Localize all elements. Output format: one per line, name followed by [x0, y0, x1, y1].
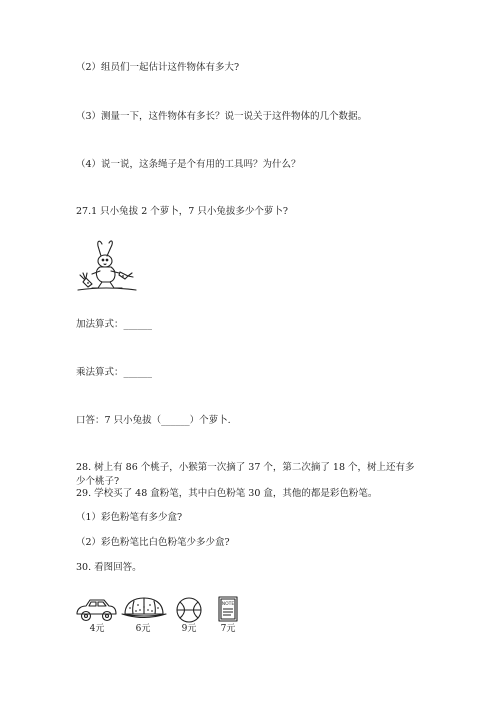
- question-29: 29. 学校买了 48 盒粉笔，其中白色粉笔 30 盒，其他的都是彩色粉笔。: [76, 488, 378, 499]
- cap-icon: [120, 596, 168, 622]
- item-price: 6元: [135, 624, 151, 634]
- question-26-part-2: （2）组员们一起估计这件物体有多大?: [76, 62, 240, 73]
- addition-formula-prompt: 加法算式：______: [76, 319, 153, 330]
- question-26-part-4: （4）说一说，这条绳子是个有用的工具吗？为什么？: [76, 159, 301, 170]
- question-29-part-1: （1）彩色粉笔有多少盒?: [76, 512, 183, 523]
- rabbit-pulling-carrot-illustration: [76, 238, 138, 294]
- item-price: 4元: [89, 624, 105, 634]
- item-price: 7元: [220, 624, 236, 634]
- ball-icon: [175, 596, 203, 624]
- multiplication-formula-prompt: 乘法算式：______: [76, 367, 153, 378]
- question-29-part-2: （2）彩色粉笔比白色粉笔少多少盒?: [76, 537, 230, 548]
- question-27: 27.1 只小兔拔 2 个萝卜，7 只小兔拔多少个萝卜?: [76, 206, 288, 217]
- book-cover-label: NOTE: [221, 602, 235, 607]
- question-30: 30. 看图回答。: [76, 562, 142, 573]
- question-28: 28. 树上有 86 个桃子，小猴第一次摘了 37 个，第二次摘了 18 个，树上还有多少个桃子?: [76, 462, 415, 487]
- question-26-part-3: （3）测量一下，这件物体有多长？说一说关于这件物体的几个数据。: [76, 111, 368, 122]
- toy-car-icon: [74, 597, 118, 623]
- book-icon: [217, 595, 239, 623]
- item-price: 9元: [181, 624, 197, 634]
- answer-prompt-27: 口答：7 只小兔拔（______）个萝卜.: [76, 415, 231, 426]
